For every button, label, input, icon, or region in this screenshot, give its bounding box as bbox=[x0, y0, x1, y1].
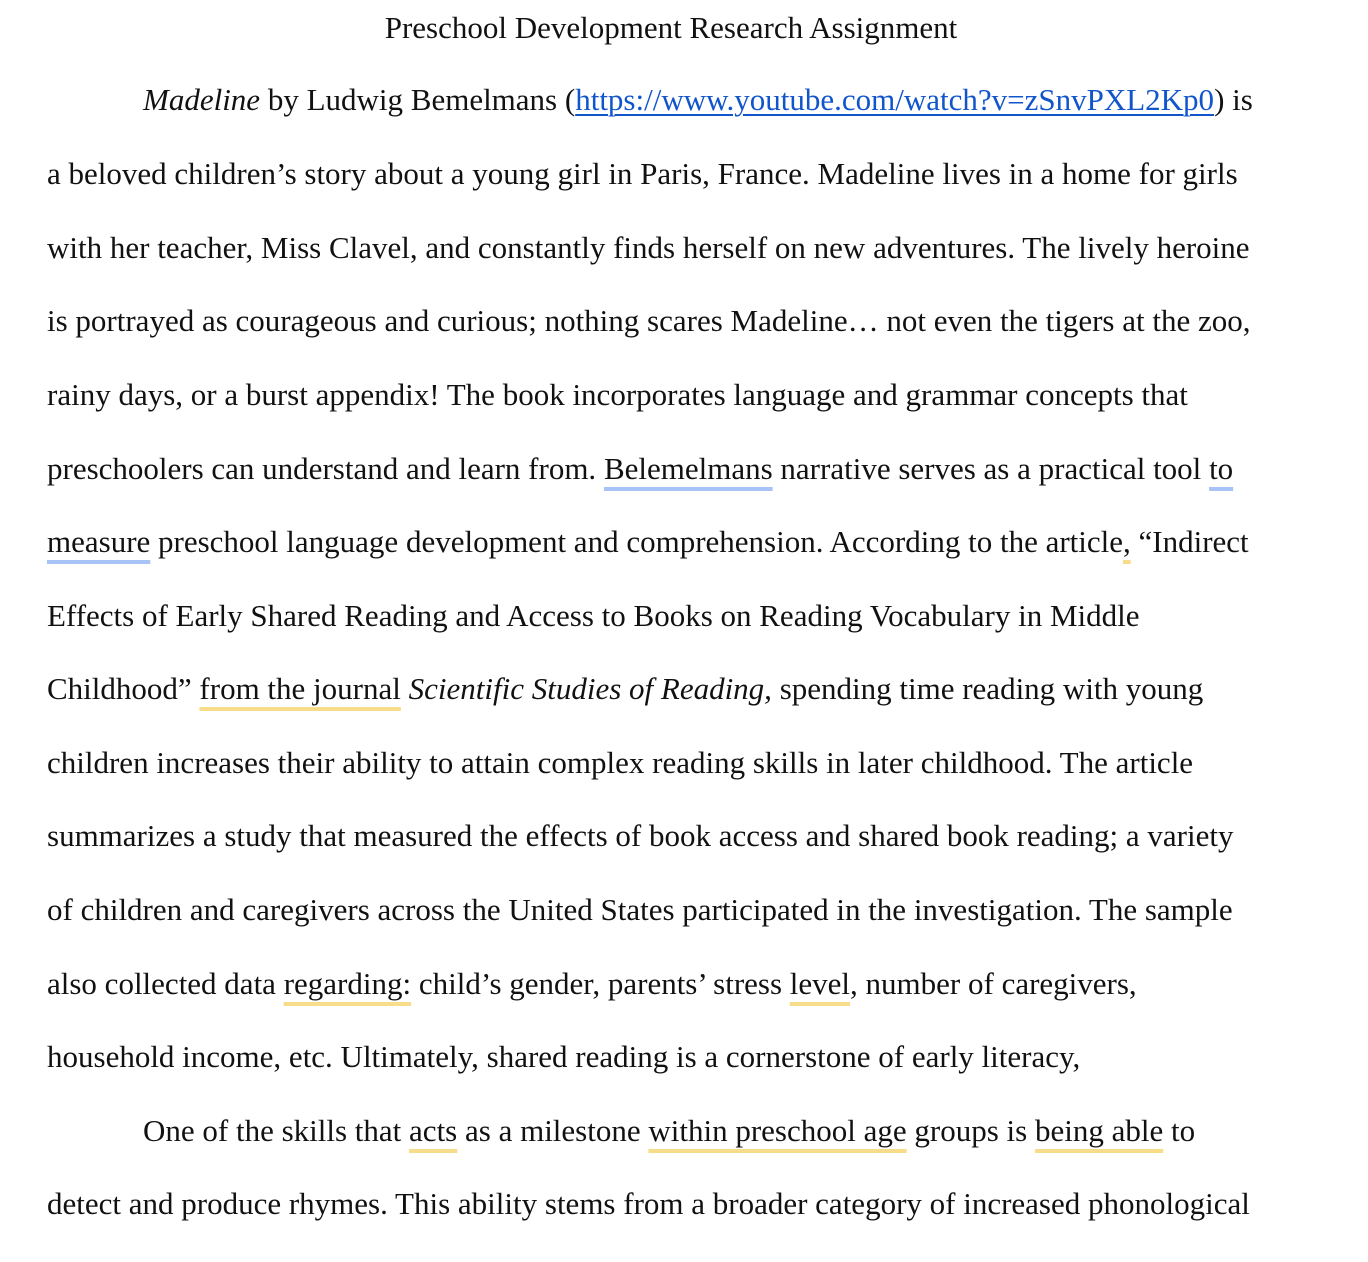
text-run: , number of caregivers, bbox=[850, 966, 1137, 1001]
text-run: One of the skills that bbox=[143, 1113, 410, 1148]
text-run: child’s gender, parents’ stress bbox=[411, 966, 790, 1001]
paragraph-line: a beloved children’s story about a young girl in Paris, France. Madeline lives in a home for girls bbox=[47, 156, 1238, 191]
paragraph-line: children increases their ability to attain complex reading skills in later childhood. The article bbox=[47, 745, 1194, 780]
text-run: groups is bbox=[906, 1113, 1035, 1148]
text-run: to bbox=[1163, 1113, 1196, 1148]
paragraph-line: is portrayed as courageous and curious; nothing scares Madeline… not even the tigers at the zoo, bbox=[47, 303, 1251, 338]
text-run: Childhood” bbox=[47, 671, 200, 706]
paragraph-line: rainy days, or a burst appendix! The book incorporates language and grammar concepts that bbox=[47, 377, 1188, 412]
paragraph-line bbox=[47, 669, 1203, 709]
paragraph-line bbox=[143, 80, 1253, 120]
text-run: also collected data bbox=[47, 966, 284, 1001]
paragraph-line bbox=[47, 449, 1233, 489]
text-run: as a milestone bbox=[457, 1113, 649, 1148]
paragraph-line bbox=[47, 964, 1137, 1004]
paragraph-line: with her teacher, Miss Clavel, and constantly finds herself on new adventures. The lively heroine bbox=[47, 230, 1250, 265]
paragraph-line: detect and produce rhymes. This ability stems from a broader category of increased phonological bbox=[47, 1186, 1250, 1221]
paragraph-line bbox=[47, 522, 1249, 562]
grammar-suggestion-measure[interactable]: measure bbox=[47, 524, 151, 559]
grammar-suggestion-to[interactable]: to bbox=[1209, 451, 1234, 486]
style-suggestion-regarding[interactable]: regarding: bbox=[283, 966, 412, 1001]
text-run: narrative serves as a practical tool bbox=[772, 451, 1210, 486]
style-suggestion-within-preschool-age[interactable]: within preschool age bbox=[648, 1113, 907, 1148]
style-suggestion-level[interactable]: level bbox=[789, 966, 851, 1001]
youtube-link[interactable]: https://www.youtube.com/watch?v=zSnvPXL2Kp0 bbox=[575, 82, 1215, 117]
style-suggestion-from-the-journal[interactable]: from the journal bbox=[199, 671, 401, 706]
book-title: Madeline bbox=[143, 82, 261, 117]
style-suggestion-acts[interactable]: acts bbox=[409, 1113, 458, 1148]
text-run: ) is bbox=[1214, 82, 1253, 117]
paragraph-line: of children and caregivers across the United States participated in the investigation. The sample bbox=[47, 892, 1233, 927]
text-run: preschool language development and comprehension. According to the article bbox=[150, 524, 1124, 559]
document-title: Preschool Development Research Assignment bbox=[384, 10, 958, 45]
text-run bbox=[401, 671, 409, 706]
paragraph-line bbox=[143, 1111, 1195, 1151]
style-suggestion-comma[interactable]: , bbox=[1123, 524, 1131, 559]
style-suggestion-being-able[interactable]: being able bbox=[1034, 1113, 1164, 1148]
paragraph-line: household income, etc. Ultimately, shared reading is a cornerstone of early literacy, bbox=[47, 1039, 1081, 1074]
text-run: preschoolers can understand and learn from. bbox=[47, 451, 604, 486]
paragraph-line: summarizes a study that measured the effects of book access and shared book reading; a variety bbox=[47, 818, 1234, 853]
spelling-suggestion-belemelmans[interactable]: Belemelmans bbox=[603, 451, 773, 486]
text-run: “Indirect bbox=[1130, 524, 1249, 559]
paragraph-line: Effects of Early Shared Reading and Access to Books on Reading Vocabulary in Middle bbox=[47, 598, 1140, 633]
journal-name: Scientific Studies of Reading, bbox=[408, 671, 772, 706]
text-run: spending time reading with young bbox=[771, 671, 1204, 706]
text-run: by Ludwig Bemelmans ( bbox=[260, 82, 576, 117]
